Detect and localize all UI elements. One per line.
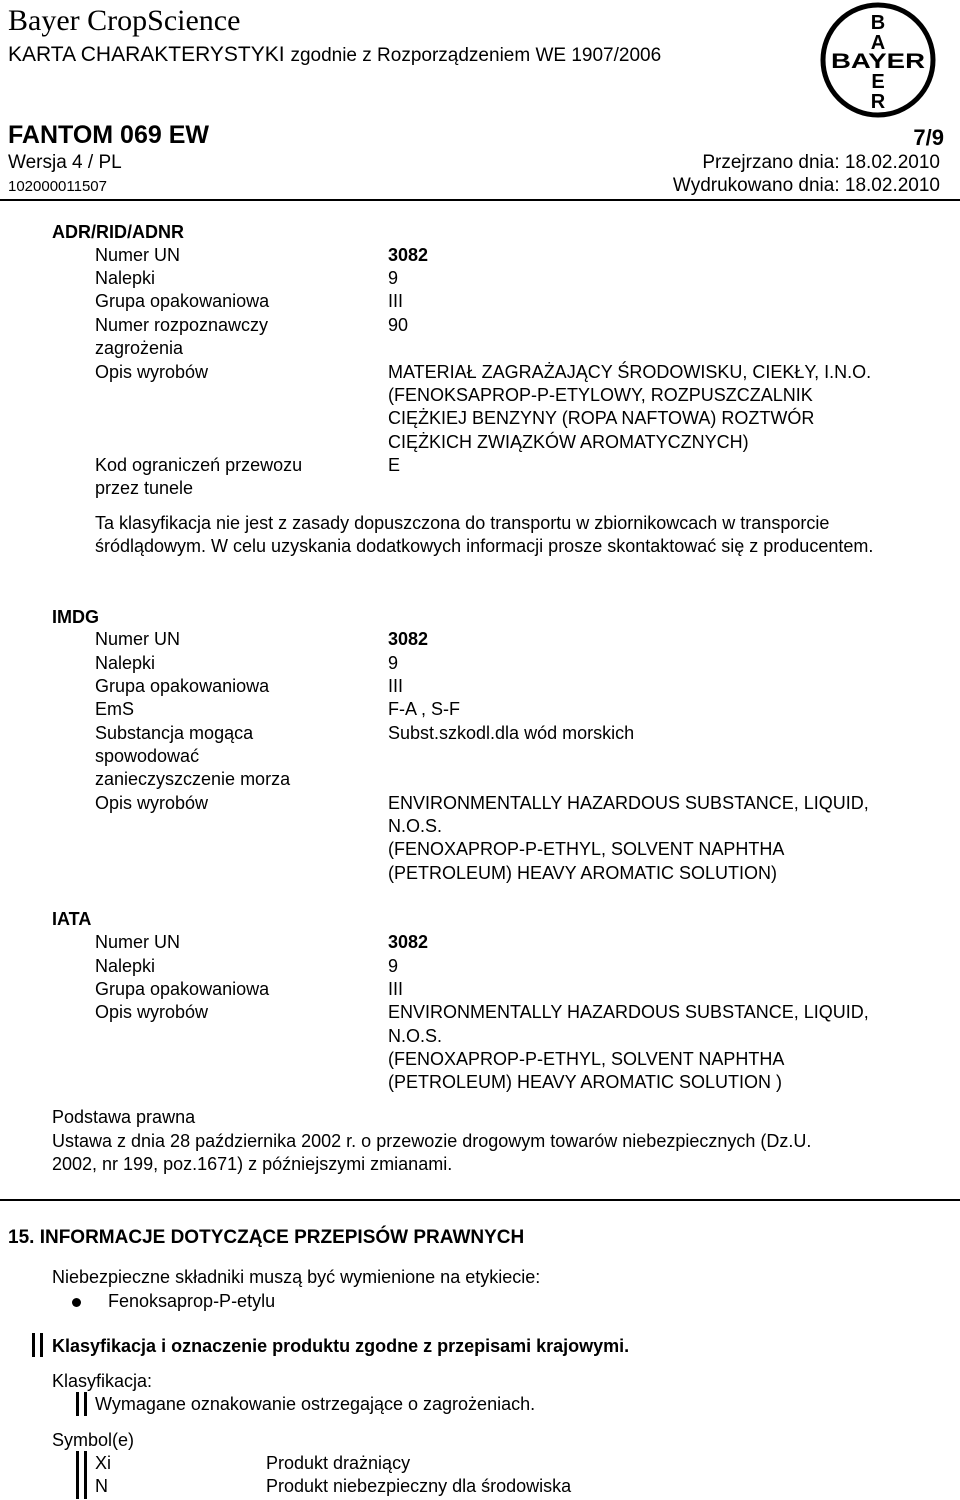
classification-value: Wymagane oznakowanie ostrzegające o zagrożeniach. xyxy=(95,1394,536,1414)
iata-desc-label: Opis wyrobów xyxy=(95,1002,209,1022)
iata-pg-value: III xyxy=(388,979,404,999)
document-title xyxy=(8,42,661,69)
product-name: FANTOM 069 EW xyxy=(8,121,209,149)
symbol-code-xi: Xi xyxy=(95,1453,112,1473)
adr-desc-line: CIĘŻKICH ZWIĄZKÓW AROMATYCZNYCH) xyxy=(388,432,749,452)
imdg-desc-line: ENVIRONMENTALLY HAZARDOUS SUBSTANCE, LIQUID, xyxy=(388,793,869,813)
adr-desc-line: CIĘŻKIEJ BENZYNY (ROPA NAFTOWA) ROZTWÓR xyxy=(388,408,815,428)
imdg-mp-label-3: zanieczyszczenie morza xyxy=(95,769,291,789)
imdg-desc-line: (FENOXAPROP-P-ETHYL, SOLVENT NAPHTHA xyxy=(388,839,785,859)
adr-tunnel-label-2: przez tunele xyxy=(95,478,194,498)
adr-pg-label: Grupa opakowaniowa xyxy=(95,291,270,311)
iata-desc-line: ENVIRONMENTALLY HAZARDOUS SUBSTANCE, LIQUID, xyxy=(388,1002,869,1022)
revision-date: Przejrzano dnia: 18.02.2010 xyxy=(702,152,940,173)
adr-labels-label: Nalepki xyxy=(95,268,156,288)
bayer-cross-logo xyxy=(820,2,936,118)
svg-text:A: A xyxy=(870,32,886,54)
adr-labels-value: 9 xyxy=(388,268,399,288)
svg-text:BAYER: BAYER xyxy=(831,50,925,73)
imdg-ems-label: EmS xyxy=(95,699,135,719)
adr-title: ADR/RID/ADNR xyxy=(52,222,184,242)
imdg-pg-label: Grupa opakowaniowa xyxy=(95,676,270,696)
iata-desc-line: (FENOXAPROP-P-ETHYL, SOLVENT NAPHTHA xyxy=(388,1049,785,1069)
document-code: 102000011507 xyxy=(8,178,107,195)
company-name: Bayer CropScience xyxy=(8,4,241,37)
imdg-title: IMDG xyxy=(52,607,99,627)
adr-pg-value: III xyxy=(388,291,404,311)
symbol-desc-n: Produkt niebezpieczny dla środowiska xyxy=(266,1476,572,1496)
legal-text-line: Ustawa z dnia 28 października 2002 r. o przewozie drogowym towarów niebezpiecznych (Dz.U. xyxy=(52,1131,812,1151)
imdg-mp-label: Substancja mogąca xyxy=(95,723,254,743)
iata-labels-value: 9 xyxy=(388,956,399,976)
header-divider xyxy=(0,199,960,201)
change-bar xyxy=(76,1451,79,1499)
document-type: KARTA CHARAKTERYSTYKI xyxy=(8,43,285,66)
svg-text:B: B xyxy=(870,12,886,34)
svg-text:E: E xyxy=(871,71,885,93)
adr-desc-label: Opis wyrobów xyxy=(95,362,209,382)
imdg-ems-value: F-A , S-F xyxy=(388,699,460,719)
change-bar xyxy=(32,1333,35,1357)
imdg-un-label: Numer UN xyxy=(95,629,181,649)
adr-hazid-label-2: zagrożenia xyxy=(95,338,184,358)
print-date: Wydrukowano dnia: 18.02.2010 xyxy=(672,175,940,196)
change-bar xyxy=(76,1392,79,1416)
adr-un-label: Numer UN xyxy=(95,245,181,265)
legal-title: Podstawa prawna xyxy=(52,1107,196,1127)
symbol-code-n: N xyxy=(95,1476,108,1496)
change-bar xyxy=(84,1451,87,1499)
imdg-mp-label-2: spowodować xyxy=(95,746,200,766)
iata-labels-label: Nalepki xyxy=(95,956,156,976)
component-item: Fenoksaprop-P-etylu xyxy=(108,1291,276,1311)
section-15-heading: 15. INFORMACJE DOTYCZĄCE PRZEPISÓW PRAWNYCH xyxy=(8,1227,525,1248)
adr-hazid-label: Numer rozpoznawczy xyxy=(95,315,269,335)
imdg-un-value: 3082 xyxy=(388,629,429,649)
change-bar xyxy=(40,1333,43,1357)
adr-hazid-value: 90 xyxy=(388,315,409,335)
iata-un-label: Numer UN xyxy=(95,932,181,952)
page-number: 7/9 xyxy=(913,125,944,150)
adr-un-value: 3082 xyxy=(388,245,429,265)
change-bar xyxy=(84,1392,87,1416)
adr-tunnel-value: E xyxy=(388,455,401,475)
iata-pg-label: Grupa opakowaniowa xyxy=(95,979,270,999)
svg-text:R: R xyxy=(870,91,886,113)
imdg-desc-label: Opis wyrobów xyxy=(95,793,209,813)
imdg-labels-label: Nalepki xyxy=(95,653,156,673)
legal-text-line: 2002, nr 199, poz.1671) z późniejszymi zmianami. xyxy=(52,1154,453,1174)
iata-desc-line: (PETROLEUM) HEAVY AROMATIC SOLUTION ) xyxy=(388,1072,783,1092)
classification-label: Klasyfikacja: xyxy=(52,1371,153,1391)
symbol-desc-xi: Produkt drażniący xyxy=(266,1453,411,1473)
symbols-label: Symbol(e) xyxy=(52,1430,135,1450)
components-intro: Niebezpieczne składniki muszą być wymienione na etykiecie: xyxy=(52,1267,541,1287)
adr-note: Ta klasyfikacja nie jest z zasady dopuszczona do transportu w zbiornikowcach w transporcie śródlądowym. W celu uzyskania dodatkowych informacji prosze skontaktować się z producentem. xyxy=(95,513,874,556)
national-classification-note: Klasyfikacja i oznaczenie produktu zgodne z przepisami krajowymi. xyxy=(52,1336,630,1356)
adr-desc-line: (FENOKSAPROP-P-ETYLOWY, ROZPUSZCZALNIK xyxy=(388,385,813,405)
imdg-mp-value: Subst.szkodl.dla wód morskich xyxy=(388,723,635,743)
adr-desc-line: MATERIAŁ ZAGRAŻAJĄCY ŚRODOWISKU, CIEKŁY, I.N.O. xyxy=(388,362,872,382)
adr-tunnel-label: Kod ograniczeń przewozu xyxy=(95,455,303,475)
imdg-pg-value: III xyxy=(388,676,404,696)
version: Wersja 4 / PL xyxy=(8,152,122,173)
imdg-desc-line: (PETROLEUM) HEAVY AROMATIC SOLUTION) xyxy=(388,863,778,883)
imdg-desc-line: N.O.S. xyxy=(388,816,443,836)
section-divider xyxy=(0,1199,960,1201)
iata-title: IATA xyxy=(52,909,92,929)
iata-desc-line: N.O.S. xyxy=(388,1026,443,1046)
bullet-icon xyxy=(72,1298,81,1307)
regulation-reference: zgodnie z Rozporządzeniem WE 1907/2006 xyxy=(290,45,662,66)
iata-un-value: 3082 xyxy=(388,932,429,952)
imdg-labels-value: 9 xyxy=(388,653,399,673)
